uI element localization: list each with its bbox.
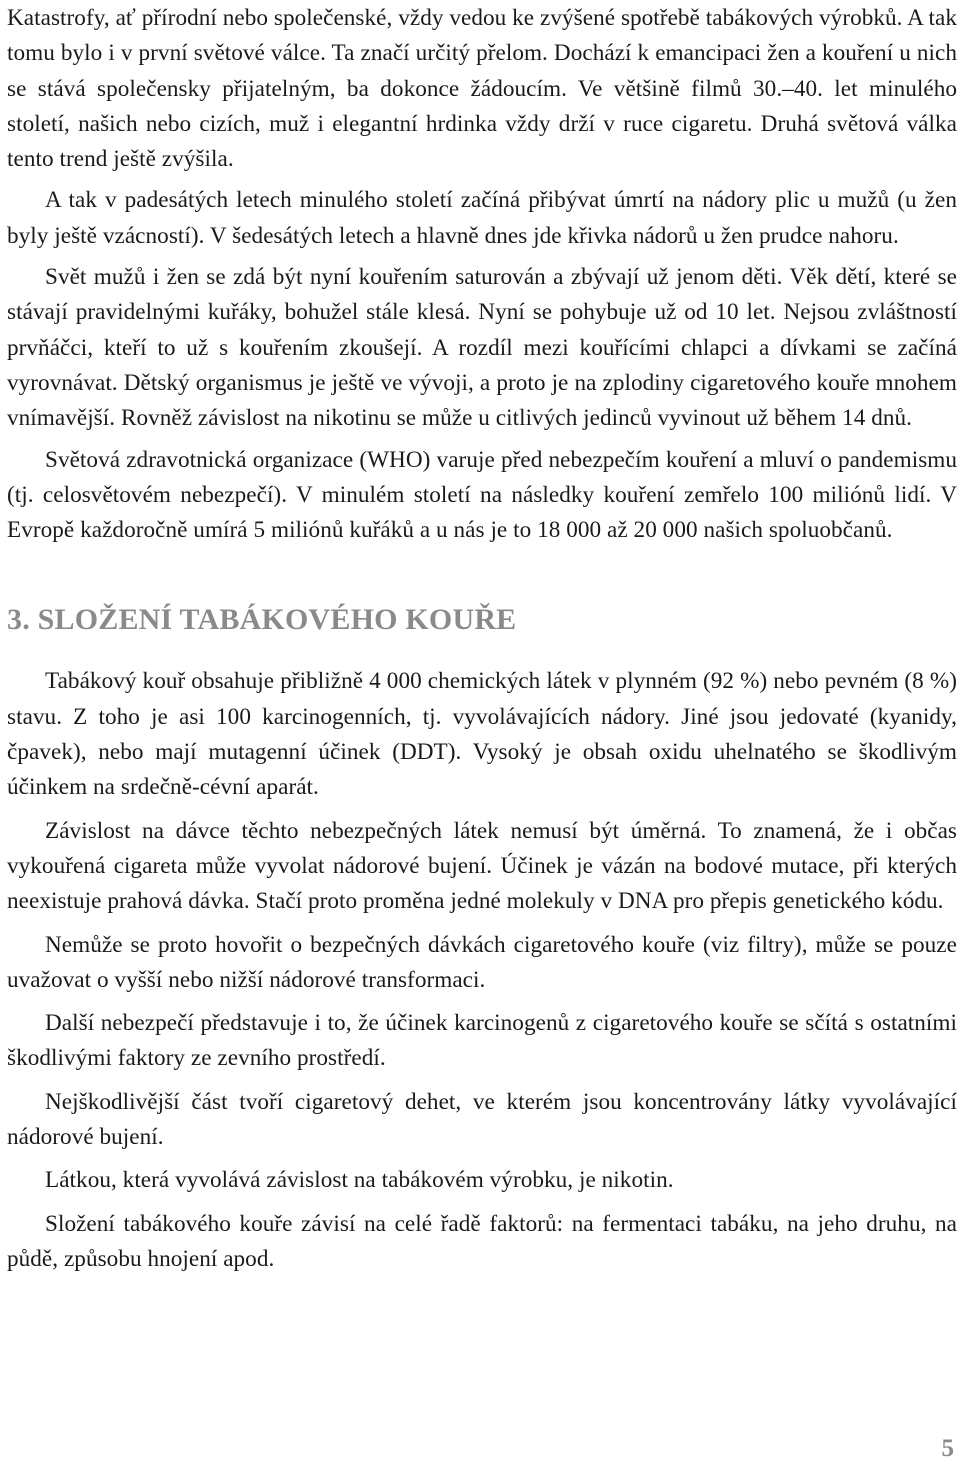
body-paragraph: Světová zdravotnická organizace (WHO) varuje před nebezpečím kouření a mluví o pandemismu (tj. celosvětovém nebezpečí). V minulém století na následky kouření zemřelo 100 miliónů lidí. V Evropě každoročně umírá 5 miliónů kuřáků a u nás je to 18 000 až 20 000 našich spoluobčanů.	[7, 446, 957, 544]
body-paragraph: A tak v padesátých letech minulého století začíná přibývat úmrtí na nádory plic u mužů (u žen byly ještě vzácností). V šedesátých letech a hlavně dnes jde křivka nádorů u žen prudce nahoru.	[7, 187, 957, 249]
body-paragraph: Nemůže se proto hovořit o bezpečných dávkách cigaretového kouře (viz filtry), může se pouze uvažovat o vyšší nebo nižší nádorové transformaci.	[7, 931, 957, 993]
body-paragraph: Další nebezpečí představuje i to, že účinek karcinogenů z cigaretového kouře se sčítá s ostatními škodlivými faktory ze zevního prostředí.	[7, 1010, 957, 1072]
document-page	[7, 0, 957, 1277]
body-paragraph: Složení tabákového kouře závisí na celé řadě faktorů: na fermentaci tabáku, na jeho druhu, na půdě, způsobu hnojení apod.	[7, 1210, 957, 1272]
body-paragraph: Nejškodlivější část tvoří cigaretový dehet, ve kterém jsou koncentrovány látky vyvolávající nádorové bujení.	[7, 1088, 957, 1151]
body-paragraph: Svět mužů i žen se zdá být nyní kouřením saturován a zbývají už jenom děti. Věk dětí, které se stávají pravidelnými kuřáky, bohužel stále klesá. Nyní se pohybuje už od 10 let. Nejsou zvláštností prvňáčci, kteří to už s kouřením zkoušejí. A rozdíl mezi kouřícími chlapci a dívkami se začíná vyrovnávat. Dětský organismus je ještě ve vývoji, a proto je na zplodiny cigaretového kouře mnohem vnímavější. Rovněž závislost na nikotinu se může u citlivých jedinců vyvinout už během 14 dnů.	[7, 264, 957, 432]
body-paragraph: Katastrofy, ať přírodní nebo společenské, vždy vedou ke zvýšené spotřebě tabákových výrobků. A tak tomu bylo i v první světové válce. Ta značí určitý přelom. Dochází k emancipaci žen a kouření u nich se stává společensky přijatelným, ba dokonce žádoucím. Ve většině filmů 30.–40. let minulého století, našich nebo cizích, muž i elegantní hrdinka vždy drží v ruce cigaretu. Druhá světová válka tento trend ještě zvýšila.	[7, 5, 957, 173]
section-heading: 3. SLOŽENÍ TABÁKOVÉHO KOUŘE	[7, 603, 517, 637]
body-paragraph: Tabákový kouř obsahuje přibližně 4 000 chemických látek v plynném (92 %) nebo pevném (8 %) stavu. Z toho je asi 100 karcinogenních, tj. vyvolávajících nádory. Jiné jsou jedovaté (kyanidy, čpavek), nebo mají mutagenní účinek (DDT). Vysoký je obsah oxidu uhelnatého se škodlivým účinkem na srdečně-cévní aparát.	[7, 668, 957, 801]
body-paragraph: Látkou, která vyvolává závislost na tabákovém výrobku, je nikotin.	[45, 1167, 674, 1194]
page-number: 5	[941, 1435, 954, 1462]
body-paragraph: Závislost na dávce těchto nebezpečných látek nemusí být úměrná. To znamená, že i občas vykouřená cigareta může vyvolat nádorové bujení. Účinek je vázán na bodové mutace, při kterých neexistuje prahová dávka. Stačí proto proměna jedné molekuly v DNA pro přepis genetického kódu.	[7, 817, 957, 915]
